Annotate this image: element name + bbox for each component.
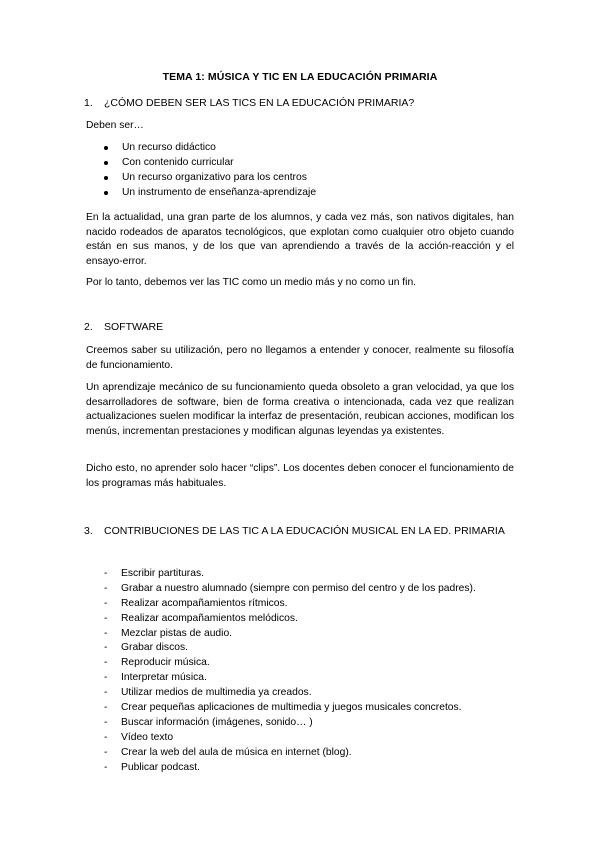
bullet-dot — [104, 161, 108, 165]
list-item: - Vídeo texto — [104, 731, 174, 743]
bullet-dot — [104, 176, 108, 180]
list-item: - Publicar podcast. — [104, 761, 200, 773]
list-item: - Crear pequeñas aplicaciones de multimedia y juegos musicales concretos. — [104, 702, 462, 714]
section-1-heading — [84, 96, 415, 110]
paragraph: En la actualidad, una gran parte de los alumnos, y cada vez más, son nativos digitales, han nacido rodeados de aparatos tecnológicos, que explotan como cualquier otro objeto cuando están en sus manos, y de los que van aprendiendo a través de la acción-reacción y el ensayo-error. — [86, 212, 514, 267]
list-item: Un recurso didáctico — [86, 140, 316, 155]
paragraph: Creemos saber su utilización, pero no llegamos a entender y conocer, realmente su filosofía de funcionamiento. — [86, 345, 514, 371]
section-heading-text: SOFTWARE — [104, 321, 164, 333]
section-3-heading — [84, 524, 514, 538]
list-item: - Grabar discos. — [104, 642, 188, 654]
list-item: - Escribir partituras. — [104, 568, 204, 579]
section-number: 2. — [84, 321, 93, 333]
section-heading-text: CONTRIBUCIONES DE LAS TIC A LA EDUCACIÓN MUSICAL EN LA ED. PRIMARIA — [104, 525, 505, 537]
bullet-dot — [104, 146, 108, 150]
list-item: - Buscar información (imágenes, sonido… ) — [104, 716, 313, 728]
paragraph: Dicho esto, no aprender solo hacer “clips”. Los docentes deben conocer el funcionamiento de los programas más habituales. — [86, 463, 514, 489]
list-item: - Realizar acompañamientos melódicos. — [104, 612, 298, 624]
section-number: 3. — [84, 525, 93, 537]
list-item: - Grabar a nuestro alumnado (siempre con permiso del centro y de los padres). — [104, 582, 476, 594]
section-1-intro: Deben ser… — [86, 120, 144, 131]
list-item: Con contenido curricular — [86, 155, 316, 170]
bullet-list — [86, 140, 316, 200]
list-item: - Utilizar medios de multimedia ya creados. — [104, 687, 312, 699]
paragraph: Un aprendizaje mecánico de su funcionamiento queda obsoleto a gran velocidad, ya que los desarrolladores de software, bien de forma creativa o intencionada, cada vez que realizan actualizaciones suelen modificar la interfaz de presentación, reubican acciones, modifican los menús, incrementan prestaciones y modifican algunas leyendas ya existentes. — [86, 382, 514, 437]
list-item: Un recurso organizativo para los centros — [86, 170, 316, 185]
paragraph: Por lo tanto, debemos ver las TIC como un medio más y no como un fin. — [86, 277, 417, 288]
document-title: TEMA 1: MÚSICA Y TIC EN LA EDUCACIÓN PRIMARIA — [162, 71, 438, 83]
list-item: - Reproducir música. — [104, 657, 210, 669]
list-item: - Mezclar pistas de audio. — [104, 627, 233, 639]
list-item: - Realizar acompañamientos rítmicos. — [104, 597, 288, 609]
section-heading-text: ¿CÓMO DEBEN SER LAS TICS EN LA EDUCACIÓN PRIMARIA? — [104, 97, 415, 109]
list-item: Un instrumento de enseñanza-aprendizaje — [86, 185, 316, 200]
section-2-heading — [84, 320, 164, 334]
contributions-list — [86, 567, 476, 775]
list-item: - Crear la web del aula de música en internet (blog). — [104, 746, 352, 758]
list-item: - Interpretar música. — [104, 672, 207, 684]
bullet-dot — [104, 191, 108, 195]
section-number: 1. — [84, 97, 93, 109]
